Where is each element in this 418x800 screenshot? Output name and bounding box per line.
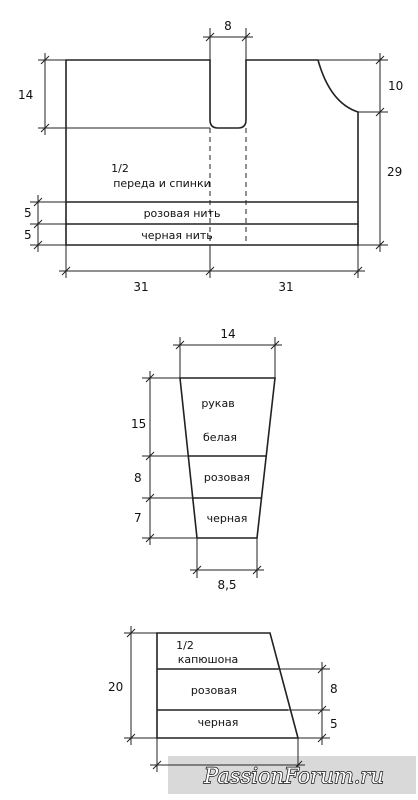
- armhole-depth-value: 10: [388, 79, 404, 93]
- watermark-text: PassionForum.ru: [204, 764, 384, 788]
- side-height-value: 29: [387, 165, 403, 179]
- sleeve-white-height-value: 15: [131, 417, 147, 431]
- sleeve-black-height-value: 7: [134, 511, 142, 525]
- hood-total-height-value: 20: [108, 680, 124, 694]
- sleeve-white-label: белая: [203, 431, 237, 444]
- hood-pattern: [108, 626, 338, 772]
- stripe-pink-height-value: 5: [24, 206, 32, 220]
- stripe-black-label: черная нить: [141, 229, 213, 242]
- hood-title-fraction: 1/2: [176, 639, 194, 652]
- hood-title-name: капюшона: [177, 653, 239, 666]
- hood-pink-height-value: 8: [330, 682, 338, 696]
- stripe-black-height-value: 5: [24, 228, 32, 242]
- hood-black-height-value: 5: [330, 717, 338, 731]
- sleeve-pink-height-value: 8: [134, 471, 142, 485]
- sleeve-pink-label: розовая: [203, 471, 251, 484]
- sleeve-bottom-width-value: 8,5: [217, 578, 237, 592]
- body-pattern: [18, 19, 403, 294]
- sleeve-pattern: [131, 327, 282, 592]
- half-width-right-value: 31: [278, 280, 294, 294]
- stripe-pink-label: розовая нить: [143, 207, 221, 220]
- sleeve-top-width-value: 14: [220, 327, 236, 341]
- neck-width-value: 8: [224, 19, 232, 33]
- shoulder-depth-value: 14: [18, 88, 34, 102]
- body-title-fraction: 1/2: [111, 162, 129, 175]
- hood-black-label: черная: [197, 716, 239, 729]
- half-width-left-value: 31: [133, 280, 149, 294]
- body-title-name: переда и спинки: [113, 177, 211, 190]
- sleeve-black-label: черная: [206, 512, 248, 525]
- hood-pink-label: розовая: [190, 684, 238, 697]
- sleeve-title: рукав: [201, 397, 235, 410]
